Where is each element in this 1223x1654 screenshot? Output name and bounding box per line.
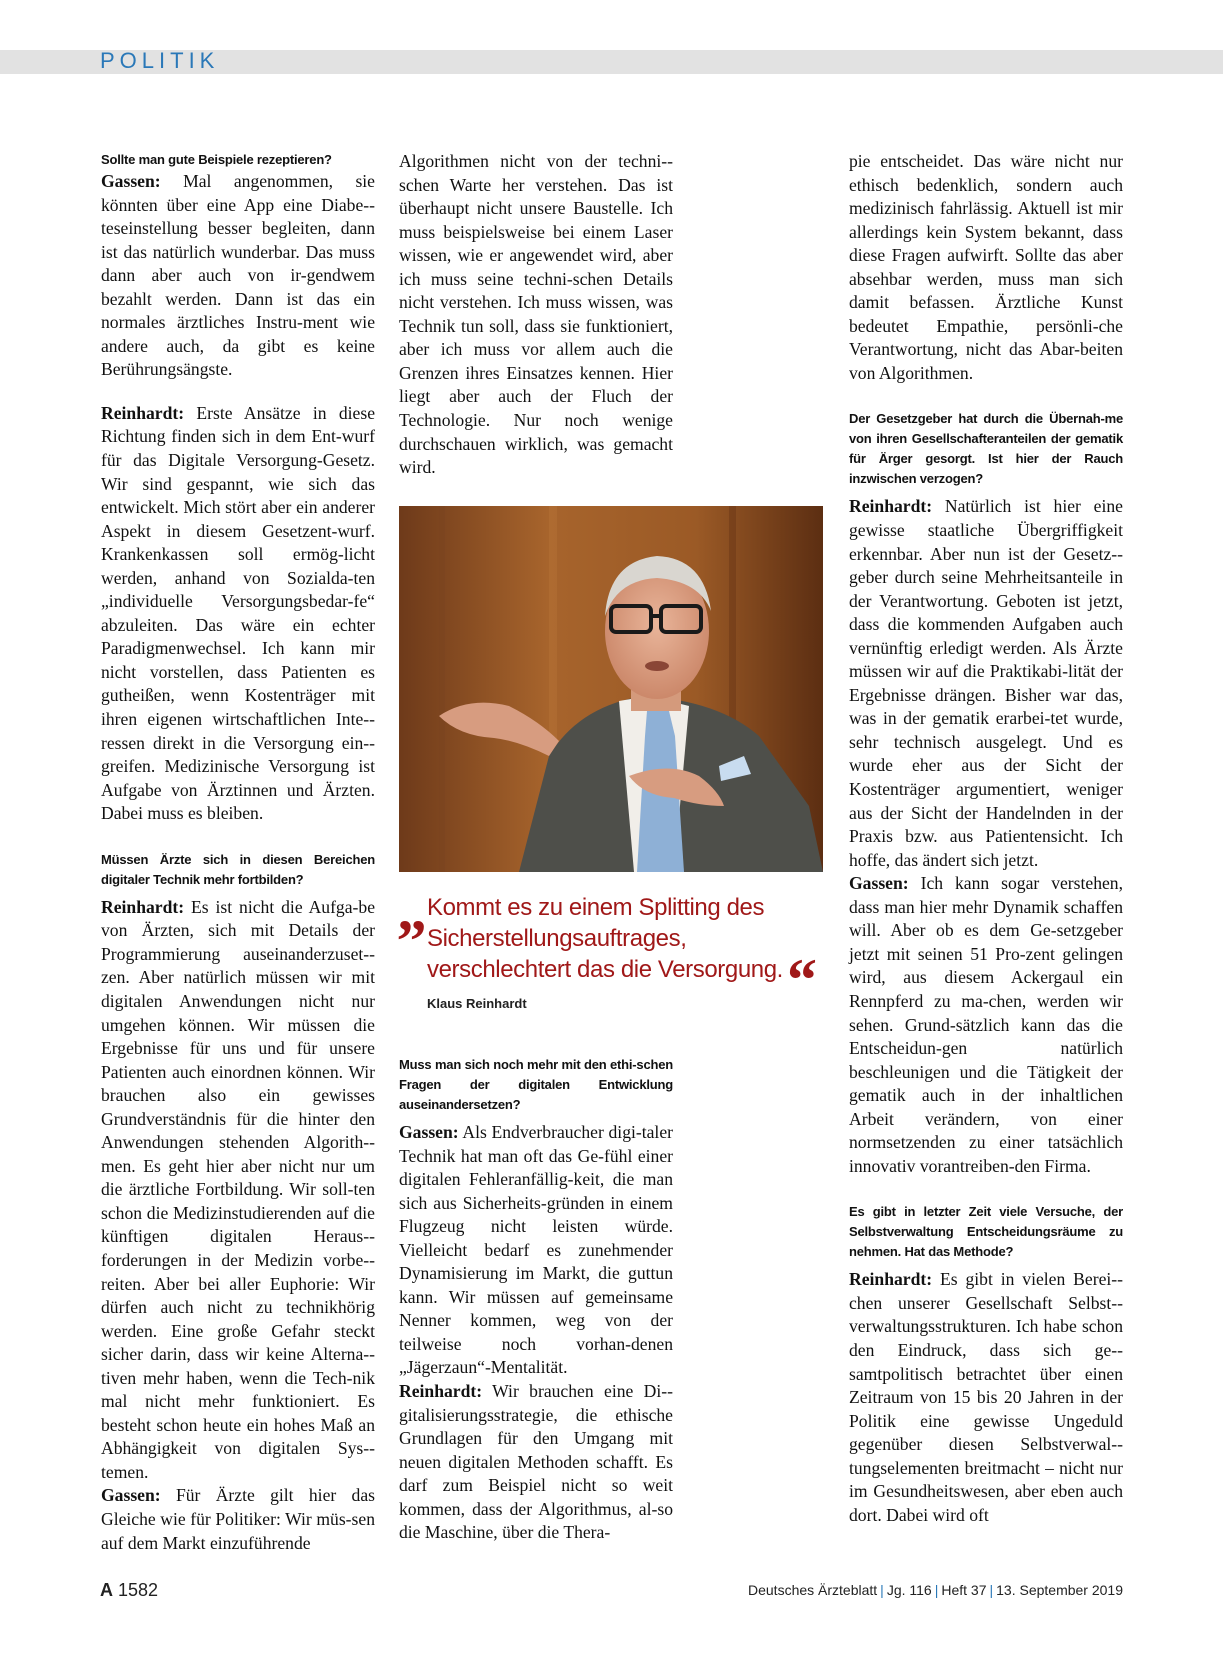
answer-paragraph: Algorithmen nicht von der techni-schen Warte her verstehen. Das ist überhaupt nicht unsere Baustelle. Ich muss beispielsweise bei einem Laser wissen, wie er angewendet wird, aber ich muss seine techni-schen Details nicht verstehen. Ich muss wissen, was Technik tun soll, dass sie funktioniert, aber ich muss vor allem auch die Grenzen ihres Einsatzes kennen. Hier liegt aber auch der Fluch der Technologie. Nur noch wenige durchschauen wirklich, was gemacht wird.: [399, 151, 673, 478]
pull-quote: Kommt es zu einem Splitting des Sicherstellungsauftrages, verschlechtert das die Versorgung.: [427, 894, 783, 983]
journal-issue: Heft 37: [941, 1582, 987, 1598]
answer-paragraph: [849, 495, 1123, 872]
page-number: [100, 1580, 158, 1601]
answer-text: Als Endverbraucher digi-taler Technik hat man oft das Ge-fühl einer digitalen Fehleranfällig-keit, die man sich aus Sicherheits-gründen in einem Flugzeug nicht leisten würde. Vielleicht bedarf es zunehmender Dynamisierung im Markt, die guttun kann. Wir müssen auf gemeinsame Nenner kommen, weg von der teilweise noch vorhan-denen „Jägerzaun“-Mentalität.: [399, 1122, 673, 1378]
answer-paragraph: [101, 402, 375, 826]
speaker-name: Gassen:: [399, 1122, 459, 1142]
answer-text: Natürlich ist hier eine gewisse staatliche Übergriffigkeit erkennbar. Aber nun ist der Gesetz-geber durch seine Mehrheitsanteile in der Verantwortung. Geboten ist jetzt, dass die kommenden Aufgaben auch vernünftig erledigt werden. Als Ärzte müssen wir auf die Praktikabi-lität der Ergebnisse drängen. Bisher war das, was in der gematik erarbei-tet wurde, sehr technisch ausgelegt. Und es wurde eher aus der Sicht der Kostenträger argumentiert, weniger aus der Sicht der Handelnden in der Praxis bzw. aus Patientensicht. Ich hoffe, das ändert sich jetzt.: [849, 496, 1123, 870]
interview-question: Der Gesetzgeber hat durch die Übernah-me von ihren Gesellschafteranteilen der gematik für Ärger gesorgt. Ist hier der Rauch inzwischen verzogen?: [849, 411, 1123, 487]
answer-paragraph: pie entscheidet. Das wäre nicht nur ethisch bedenklich, sondern auch medizinisch fahrlässig. Aktuell ist mir allerdings kein System bekannt, dass diese Fragen aufwirft. Sollte das aber absehbar werden, muss man sich damit befassen. Ärztliche Kunst bedeutet Empathie, persönli-che Verantwortung, nicht das Abar-beiten von Algorithmen.: [849, 151, 1123, 383]
quote-open-mark: „: [397, 877, 427, 943]
column-3: [849, 150, 1123, 1527]
interview-question: Sollte man gute Beispiele rezeptieren?: [101, 152, 332, 167]
answer-text: Für Ärzte gilt hier das Gleiche wie für Politiker: Wir müs-sen auf dem Markt einzuführende: [101, 1485, 376, 1553]
journal-volume: Jg. 116: [886, 1582, 932, 1598]
speaker-name: Reinhardt:: [849, 496, 933, 517]
answer-text: Es gibt in vielen Berei-chen unserer Gesellschaft Selbst-verwaltungsstrukturen. Ich habe schon den Eindruck, dass sich ge-samtpolitisch betrachtet über einen Zeitraum von 15 bis 20 Jahren in der Politik eine gewisse Ungeduld gegenüber diesen Selbstverwal-tungselementen breitmacht – nicht nur im Gesundheitswesen, aber eben auch dort. Dabei wird oft: [849, 1269, 1123, 1525]
answer-paragraph: [101, 170, 375, 382]
speaker-name: Gassen:: [101, 171, 161, 191]
journal-name: Deutsches Ärzteblatt: [748, 1582, 878, 1598]
column-2-bottom: [399, 1055, 673, 1545]
answer-text: Mal angenommen, sie könnten über eine App eine Diabe-teseinstellung besser begleiten, dann ist das natürlich wunderbar. Das muss dann aber auch von ir-gendwem bezahlt werden. Dann ist das ein normales ärztliches Instru-ment wie andere auch, da gibt es keine Berührungsängste.: [101, 171, 375, 380]
page-number-value: 1582: [118, 1580, 159, 1600]
interview-question: Muss man sich noch mehr mit den ethi-schen Fragen der digitalen Entwicklung auseinandersetzen?: [399, 1057, 673, 1112]
interview-question: Es gibt in letzter Zeit viele Versuche, der Selbstverwaltung Entscheidungsräume zu nehmen. Hat das Methode?: [849, 1204, 1123, 1260]
speaker-name: Gassen:: [101, 1485, 161, 1506]
speaker-name: Reinhardt:: [399, 1381, 483, 1402]
answer-paragraph: [399, 1380, 673, 1545]
footer-citation: Deutsches Ärzteblatt | Jg. 116 | Heft 37 | 13. September 2019: [748, 1582, 1123, 1598]
speaker-name: Reinhardt:: [849, 1269, 933, 1290]
page-prefix: A: [100, 1580, 113, 1600]
quote-close-mark: “: [787, 947, 817, 1013]
answer-paragraph: [101, 1484, 375, 1555]
answer-paragraph: [849, 1268, 1123, 1527]
section-label: POLITIK: [100, 48, 220, 73]
answer-text: Ich kann sogar verstehen, dass man hier mehr Dynamik schaffen will. Aber ob es dem Ge-setzgeber jetzt mit seinen 51 Pro-zent gelingen wird, aus diesem Ackergaul ein Rennpferd zu ma-chen, werden wir sehen. Grund-sätzlich kann das die Entscheidun-gen natürlich beschleunigen und die Tätigkeit der gematik auch in der inhaltlichen Arbeit verändern, von einer normsetzenden zu einer tatsächlich innovativ vorantreiben-den Firma.: [849, 873, 1124, 1176]
portrait-photo: [399, 506, 823, 872]
column-1: [101, 150, 375, 1555]
answer-text: Erste Ansätze in diese Richtung finden sich in dem Ent-wurf für das Digitale Versorgung-Gesetz. Wir sind gespannt, wie sich das entwickelt. Mich stört aber ein anderer Aspekt in diesem Gesetzent-wurf. Krankenkassen soll ermög-licht werden, anhand von Sozialda-ten „individuelle Versorgungsbedar-fe“ abzuleiten. Das wäre ein echter Paradigmenwechsel. Ich kann mir nicht vorstellen, dass Patienten es gutheißen, wenn Kostenträger mit ihren eigenen wirtschaftlichen Inte-ressen direkt in die Versorgung ein-greifen. Medizinische Versorgung ist Aufgabe von Ärztinnen und Ärzten. Dabei muss es bleiben.: [101, 402, 375, 824]
speaker-name: Reinhardt:: [101, 896, 185, 917]
answer-paragraph: [399, 1121, 673, 1380]
answer-paragraph: [849, 872, 1123, 1178]
interview-question: Müssen Ärzte sich in diesen Bereichen digitaler Technik mehr fortbilden?: [101, 851, 375, 887]
answer-text: Wir brauchen eine Di-gitalisierungsstrategie, die ethische Grundlagen für den Umgang mit neuen digitalen Methoden schafft. Es darf zum Beispiel nicht so weit kommen, dass der Algorithmus, al-so die Maschine, über die Thera-: [399, 1381, 673, 1543]
speaker-name: Reinhardt:: [101, 402, 185, 423]
pull-quote-author: Klaus Reinhardt: [427, 996, 527, 1011]
issue-date: 13. September 2019: [996, 1582, 1123, 1598]
column-2-top: [399, 150, 673, 480]
answer-paragraph: [101, 896, 375, 1485]
speaker-name: Gassen:: [849, 873, 909, 894]
answer-text: Es ist nicht die Aufga-be von Ärzten, sich mit Details der Programmierung auseinanderzuset-zen. Aber natürlich müssen wir mit digitalen Anwendungen nicht nur umgehen können. Wir müssen die Ergebnisse für uns und für unsere Patienten auch einordnen können. Wir brauchen also ein gewisses Grundverständnis für die hinter den Anwendungen stehenden Algorith-men. Es geht hier aber nicht nur um die ärztliche Fortbildung. Wir soll-ten schon die Medizinstudierenden auf die künftigen digitalen Heraus-forderungen in der Medizin vorbe-reiten. Aber bei aller Euphorie: Wir dürfen auch nicht zu technikhörig werden. Eine große Gefahr steckt sicher darin, dass wir keine Alterna-tiven mehr haben, wenn die Tech-nik mal nicht mehr funktioniert. Es besteht schon heute ein hohes Maß an Abhängigkeit von digitalen Sys-temen.: [101, 896, 375, 1482]
